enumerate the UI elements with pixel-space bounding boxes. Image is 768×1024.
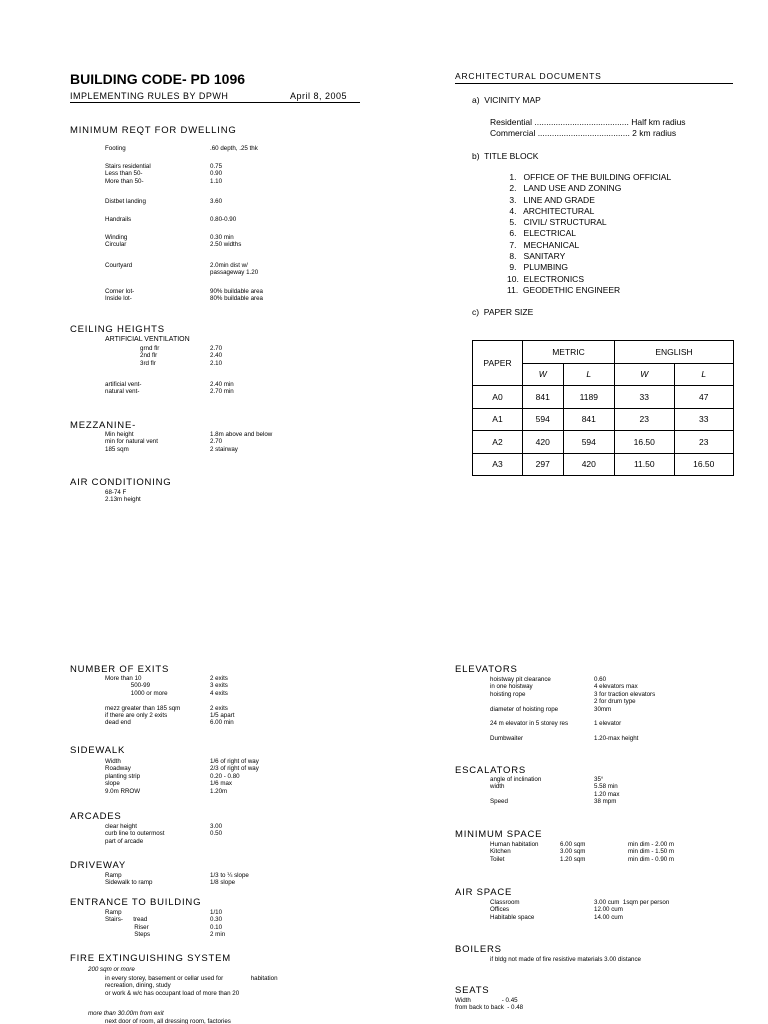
mezz-labels: Min height min for natural vent 185 sqm <box>105 431 158 453</box>
air-space-vals: 3.00 cum 1sqm per person 12.00 cum 14.00 cum <box>594 899 670 921</box>
elevators-vals: 0.60 4 elevators max 3 for traction elevators 2 for drum type 30mm 1 elevator 1.20-max height <box>594 676 656 743</box>
th-english-w: W <box>615 363 674 386</box>
ceiling-floor-vals: 2.70 2.40 2.10 <box>210 345 223 367</box>
vicinity-heading: a) VICINITY MAP <box>472 95 541 105</box>
min-footing-label: Footing <box>105 145 126 152</box>
fire-lines: in every storey, basement or cellar used for habitation recreation, dining, study or work & w/c has occupant load of more than 20 <box>105 975 278 997</box>
exits-heading: NUMBER OF EXITS <box>70 664 170 675</box>
arcades-vals: 3.00 0.50 <box>210 823 223 838</box>
cell: 594 <box>523 408 564 431</box>
arcades-heading: ARCADES <box>70 811 122 822</box>
paper-size-table <box>472 340 734 476</box>
min-space-heading: MINIMUM SPACE <box>455 829 543 840</box>
entrance-heading: ENTRANCE TO BUILDING <box>70 897 202 908</box>
driveway-labels: Ramp Sidewalk to ramp <box>105 872 153 887</box>
driveway-vals: 1/3 to ¼ slope 1/8 slope <box>210 872 249 887</box>
cell: 420 <box>563 453 614 476</box>
cell: 841 <box>523 386 564 409</box>
table-row <box>473 431 734 454</box>
min-courtyard-label: Courtyard <box>105 262 133 269</box>
cell: 16.50 <box>615 431 674 454</box>
boilers-heading: BOILERS <box>455 944 502 955</box>
escalators-labels: angle of inclination width Speed <box>490 776 542 806</box>
cell: 33 <box>674 408 734 431</box>
min-footing-val: .60 depth, .25 thk <box>210 145 258 152</box>
min-space-dims: min dim - 2.00 m min dim - 1.50 m min dim - 0.90 m <box>628 841 675 863</box>
min-landing-label: Distbet landing <box>105 198 146 205</box>
elevators-heading: ELEVATORS <box>455 664 518 675</box>
boilers-line: if bldg not made of fire resistive materials 3.00 distance <box>490 956 641 963</box>
air-space-labels: Classroom Offices Habitable space <box>490 899 535 921</box>
ceiling-heading: CEILING HEIGHTS <box>70 324 165 335</box>
elevators-labels: hoistway pit clearance in one hoistway hoisting rope diameter of hoisting rope 24 m elevator in 5 storey res Dumbwaiter <box>490 676 569 743</box>
cell: A2 <box>473 431 523 454</box>
arch-rule <box>455 83 733 84</box>
fire-line-30m: more than 30.00m from exit <box>88 1010 164 1017</box>
min-winding-label: Winding Circular <box>105 234 128 249</box>
page-title: BUILDING CODE- PD 1096 <box>70 71 246 87</box>
min-landing-val: 3.60 <box>210 198 223 205</box>
th-metric: METRIC <box>523 341 615 364</box>
sidewalk-heading: SIDEWALK <box>70 745 126 756</box>
title-rule <box>70 102 360 103</box>
artificial-ventilation: ARTIFICIAL VENTILATION <box>105 336 190 343</box>
min-stairs-label: Stairs residential Less than 50- More than 50- <box>105 163 151 185</box>
cell: 47 <box>674 386 734 409</box>
cell: 23 <box>674 431 734 454</box>
paper-size-heading: c) PAPER SIZE <box>472 307 534 317</box>
vicinity-lines: Residential ........................................ Half km radius Commercial ....................................... 2 km radius <box>490 117 686 138</box>
air-space-heading: AIR SPACE <box>455 887 513 898</box>
entrance-vals: 1/10 0.30 0.10 2 min <box>210 909 226 939</box>
min-winding-val: 0.30 min 2.50 widths <box>210 234 242 249</box>
seats-heading: SEATS <box>455 985 490 996</box>
aircon-heading: AIR CONDITIONING <box>70 477 172 488</box>
fire-heading: FIRE EXTINGUISHING SYSTEM <box>70 953 231 964</box>
min-handrails-val: 0.80-0.90 <box>210 216 237 223</box>
cell: A1 <box>473 408 523 431</box>
min-reqt-heading: MINIMUM REQT FOR DWELLING <box>70 125 237 136</box>
cell: 841 <box>563 408 614 431</box>
min-stairs-val: 0.75 0.90 1.10 <box>210 163 223 185</box>
min-space-areas: 6.00 sqm 3.00 sqm 1.20 sqm <box>560 841 586 863</box>
seats-lines: Width - 0.45 from back to back - 0.48 <box>455 997 524 1012</box>
table-row <box>473 386 734 409</box>
min-space-labels: Human habitation Kitchen Toilet <box>490 841 539 863</box>
date: April 8, 2005 <box>290 91 348 101</box>
th-english: ENGLISH <box>615 341 734 364</box>
min-lot-label: Corner lot- Inside lot- <box>105 288 135 303</box>
title-block-items: 1. OFFICE OF THE BUILDING OFFICIAL 2. LAND USE AND ZONING 3. LINE AND GRADE 4. ARCHITECTURAL 5. CIVIL/ STRUCTURAL 6. ELECTRICAL 7. MECHANICAL 8. SANITARY 9. PLUMBING 10. ELECTRONICS 11. GEODETHIC ENGINEER <box>507 172 672 295</box>
mezzanine-heading: MEZZANINE- <box>70 420 137 431</box>
title-block-heading: b) TITLE BLOCK <box>472 151 539 161</box>
th-metric-w: W <box>523 363 564 386</box>
cell: 16.50 <box>674 453 734 476</box>
min-handrails-label: Handrails <box>105 216 132 223</box>
mezz-vals: 1.8m above and below 2.70 2 stairway <box>210 431 273 453</box>
arch-heading: ARCHITECTURAL DOCUMENTS <box>455 71 602 81</box>
ceiling-floors: grnd flr 2nd flr 3rd flr <box>140 345 160 367</box>
fire-line-next: next door of room, all dressing room, factories <box>105 1018 231 1024</box>
exits-labels: More than 10 500-99 1000 or more mezz greater than 185 sqm if there are only 2 exits dead end <box>105 675 181 727</box>
cell: 1189 <box>563 386 614 409</box>
entrance-labels: Ramp Stairs- tread Riser Steps <box>105 909 151 939</box>
cell: 420 <box>523 431 564 454</box>
min-lot-val: 90% buildable area 80% buildable area <box>210 288 263 303</box>
driveway-heading: DRIVEWAY <box>70 860 127 871</box>
vent-labels: artificial vent- natural vent- <box>105 381 142 396</box>
escalators-vals: 35° 5.58 min 1.20 max 38 mpm <box>594 776 620 806</box>
cell: A3 <box>473 453 523 476</box>
cell: 11.50 <box>615 453 674 476</box>
fire-line-200sqm: 200 sqm or more <box>88 966 135 973</box>
th-english-l: L <box>674 363 734 386</box>
table-row <box>473 453 734 476</box>
th-metric-l: L <box>563 363 614 386</box>
cell: 297 <box>523 453 564 476</box>
cell: 23 <box>615 408 674 431</box>
cell: 33 <box>615 386 674 409</box>
cell: A0 <box>473 386 523 409</box>
vent-vals: 2.40 min 2.70 min <box>210 381 234 396</box>
sidewalk-vals: 1/6 of right of way 2/3 of right of way 0.20 - 0.80 1/6 max 1.20m <box>210 758 259 795</box>
escalators-heading: ESCALATORS <box>455 765 527 776</box>
subtitle: IMPLEMENTING RULES BY DPWH <box>70 91 229 101</box>
sidewalk-labels: Width Roadway planting strip slope 9.0m RROW <box>105 758 141 795</box>
cell: 594 <box>563 431 614 454</box>
min-courtyard-val: 2.0min dist w/ passageway 1.20 <box>210 262 259 277</box>
aircon-lines: 68-74 F 2.13m height <box>105 489 141 504</box>
th-paper: PAPER <box>473 341 523 386</box>
table-row <box>473 408 734 431</box>
arcades-labels: clear height curb line to outermost part of arcade <box>105 823 165 845</box>
exits-vals: 2 exits 3 exits 4 exits 2 exits 1/5 apart 6.00 min <box>210 675 235 727</box>
